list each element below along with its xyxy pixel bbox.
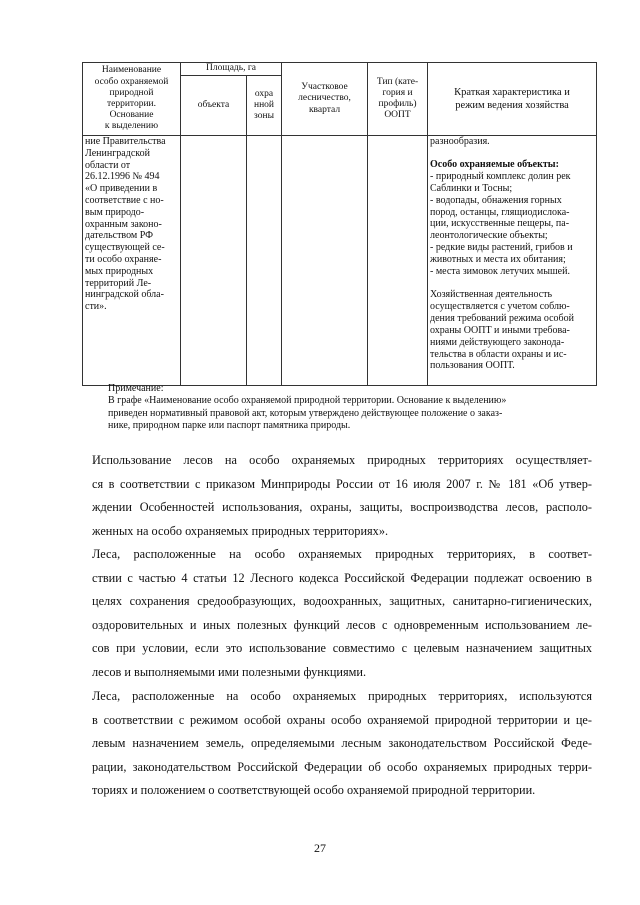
header-description: Краткая характеристика и режим ведения хозяйства [428,63,597,136]
cell-area-zone [247,136,282,386]
header-area-object: объекта [181,76,247,136]
note-label: Примечание: [108,383,164,394]
paragraph-line: ториях и положением о соответствующей особо охраняемой природной территории. [92,783,536,798]
table-row [83,136,597,386]
header-forestry: Участковое лесничество, квартал [282,63,368,136]
header-area-zone: охра нной зоны [247,76,282,136]
paragraph-line: в соответствии с режимом особой охраны особо охраняемой природной территории и це- [92,712,592,727]
paragraph-line: Использование лесов на особо охраняемых природных территориях осуществляет- [92,453,592,467]
cell-area-object [181,136,247,386]
cell-type [368,136,428,386]
paragraph-line: Леса, расположенные на особо охраняемых природных территориях, в соответ- [92,547,592,561]
paragraph-line: ждении Особенностей использования, охраны, защиты, воспроизводства лесов, располо- [92,500,592,515]
header-area: Площадь, га [181,63,282,76]
paragraph-line: лесов и выполняемыми ими полезными функциями. [92,664,367,679]
description-intro: разнообразия. [430,136,490,147]
paragraph-2 [92,543,592,685]
paragraph-line: ствии с частью 4 статьи 12 Лесного кодекса Российской Федерации подлежат освоению в [92,570,592,585]
page-number: 27 [314,841,326,855]
cell-name: ние Правительства Ленинградской области от 26.12.1996 № 494 «О приведении в соответствие с но- вым природо- охранным законо- дательством РФ существующей се- ти особо охраняе- мых природных территорий Ле- нинградской обла- сти». [83,136,181,386]
note-text: В графе «Наименование особо охраняемой природной территории. Основание к выделению» приведен нормативный правовой акт, которым утверждено действующее положение о заказ- нике, природном парке или паспорт памятника природы. [108,395,507,432]
regime-text: Хозяйственная деятельность осуществляется с учетом соблю- дения требований режима особой охраны ООПТ и иными требова- ниями действующего законода- тельства в области охраны и ис- пользования ООПТ. [430,288,574,372]
paragraph-line: сов при условии, если это использование совместимо с целевым назначением защитных [92,641,592,656]
paragraph-3 [92,685,592,803]
cell-forestry [282,136,368,386]
header-name: Наименование особо охраняемой природной территории. Основание к выделению [83,63,181,136]
paragraph-line: женных на особо охраняемых природных территориях». [92,523,389,538]
cell-description [428,136,597,386]
paragraph-line: левым назначением земель, определяемыми лесным законодательством Российской Феде- [92,736,592,751]
objects-list: - природный комплекс долин рек Саблинки и Тосны; - водопады, обнажения горных пород, останцы, глящиодислока- ции, искусственные пещеры, па- леонтологические объекты; - редкие виды растений, грибов и животных и места их обитания; - места зимовок летучих мышей. [430,170,573,278]
paragraph-1 [92,449,592,543]
paragraph-line: Леса, расположенные на особо охраняемых природных территориях, используются [92,689,592,703]
paragraph-line: ся в соответствии с приказом Минприроды России от 16 июля 2007 г. № 181 «Об утвер- [92,476,592,491]
objects-title: Особо охраняемые объекты: [430,158,559,170]
header-type: Тип (кате- гория и профиль) ООПТ [368,63,428,136]
table-header-row [83,63,597,76]
paragraph-line: оздоровительных и иных полезных функций лесов с одновременным использованием ле- [92,617,592,632]
paragraph-line: целях сохранения средообразующих, водоохранных, защитных, санитарно-гигиенических, [92,594,592,609]
protected-areas-table [82,62,597,386]
paragraph-line: рации, законодательством Российской Федерации об особо охраняемых природных терри- [92,759,592,774]
